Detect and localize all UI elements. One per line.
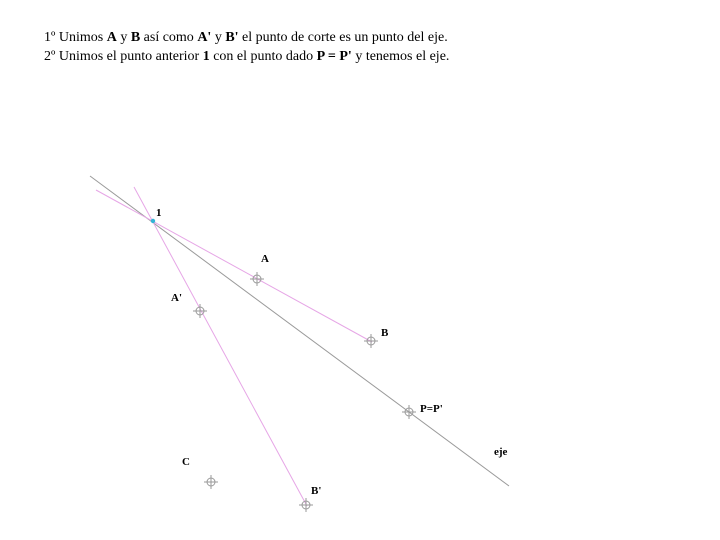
label-c: C	[182, 456, 190, 468]
step2-text-3: y tenemos el eje.	[351, 49, 450, 64]
marker-b	[364, 334, 378, 348]
label-1: 1	[156, 207, 162, 219]
step1-text-4: y	[211, 30, 226, 45]
marker-p	[402, 405, 416, 419]
step2-text-2: con el punto dado	[209, 49, 317, 64]
line-a-prime-b-prime	[134, 187, 307, 506]
label-a-prime: A'	[171, 292, 182, 304]
step1-point-a: A	[106, 30, 117, 45]
step1-point-b: B	[130, 30, 141, 45]
step1-text-1: 1º Unimos	[44, 30, 107, 45]
label-p: P=P'	[420, 403, 443, 415]
label-b-prime: B'	[311, 485, 322, 497]
label-b: B	[381, 327, 389, 339]
step2-text-1: 2º Unimos el punto anterior	[44, 49, 203, 64]
step1-text-5: el punto de corte es un punto del eje.	[238, 30, 448, 45]
line-a-b	[96, 190, 372, 342]
step1-text-2: y	[116, 30, 131, 45]
intersection-point-1	[151, 219, 155, 223]
marker-b-prime	[299, 498, 313, 512]
step2-point-p: P = P'	[316, 49, 352, 64]
label-a: A	[261, 253, 269, 265]
step2-point-1: 1	[202, 49, 210, 64]
step1-text-3: así como	[140, 30, 198, 45]
label-eje: eje	[494, 446, 508, 458]
marker-c	[204, 475, 218, 489]
step1-point-a-prime: A'	[197, 30, 212, 45]
step1-point-b-prime: B'	[225, 30, 239, 45]
marker-a-prime	[193, 304, 207, 318]
marker-a	[250, 272, 264, 286]
